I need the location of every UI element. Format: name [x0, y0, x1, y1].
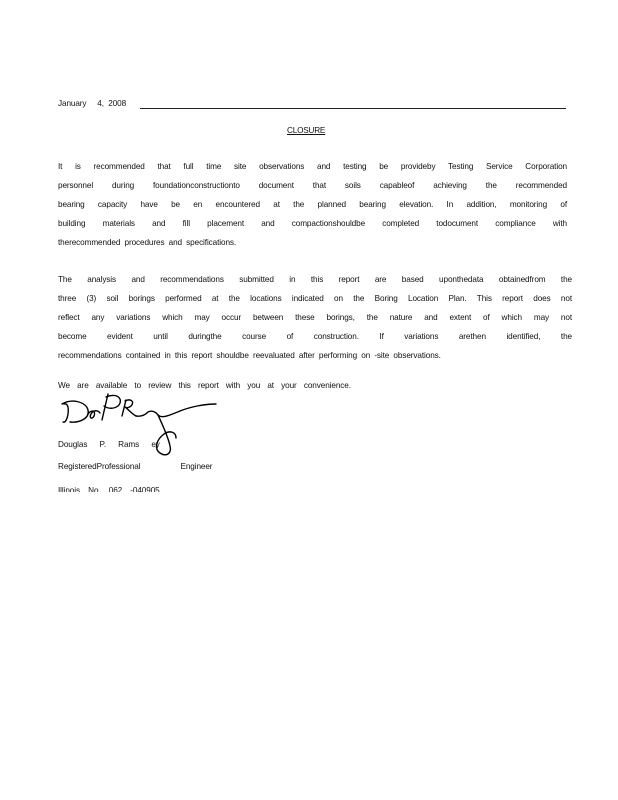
- paragraph-line: three (3) soil borings performed at the locations indicated on the Boring Location Plan. This report does not: [58, 294, 572, 303]
- paragraph-analysis: [58, 270, 572, 365]
- paragraph-line: become evident until duringthe course of construction. If variations arethen identified, the: [58, 332, 572, 341]
- paragraph-line: The analysis and recommendations submitted in this report are based uponthedata obtainedfrom the: [58, 275, 572, 284]
- paragraph-line: bearing capacity have be en encountered at the planned bearing elevation. In addition, monitoring of: [58, 200, 567, 209]
- signer-title: [58, 462, 212, 471]
- paragraph-line: reflect any variations which may occur between these borings, the nature and extent of which may not: [58, 313, 572, 322]
- closing-sentence: We are available to review this report with you at your convenience.: [58, 381, 351, 390]
- paragraph-line: personnel during foundationconstructionto document that soils capableof achieving the recommended: [58, 181, 567, 190]
- paragraph-line: building materials and fill placement and compactionshouldbe completed todocument compliance with: [58, 219, 567, 228]
- license-number: Illinois No. 062 -040905: [58, 486, 160, 492]
- report-date: January 4, 2008: [58, 99, 127, 108]
- signer-title-part: Engineer: [180, 462, 213, 471]
- section-title: CLOSURE: [287, 126, 326, 135]
- paragraph-line: recommendations contained in this report shouldbe reevaluated after performing on -site observations.: [58, 351, 441, 360]
- header-rule: [140, 108, 566, 109]
- paragraph-line: It is recommended that full time site observations and testing be provideby Testing Service Corporation: [58, 162, 567, 171]
- paragraph-recommendation: [58, 157, 567, 252]
- paragraph-line: therecommended procedures and specifications.: [58, 238, 237, 247]
- signer-title-part: RegisteredProfessional: [58, 462, 141, 471]
- signer-name: Douglas P. Rams ey: [58, 440, 160, 449]
